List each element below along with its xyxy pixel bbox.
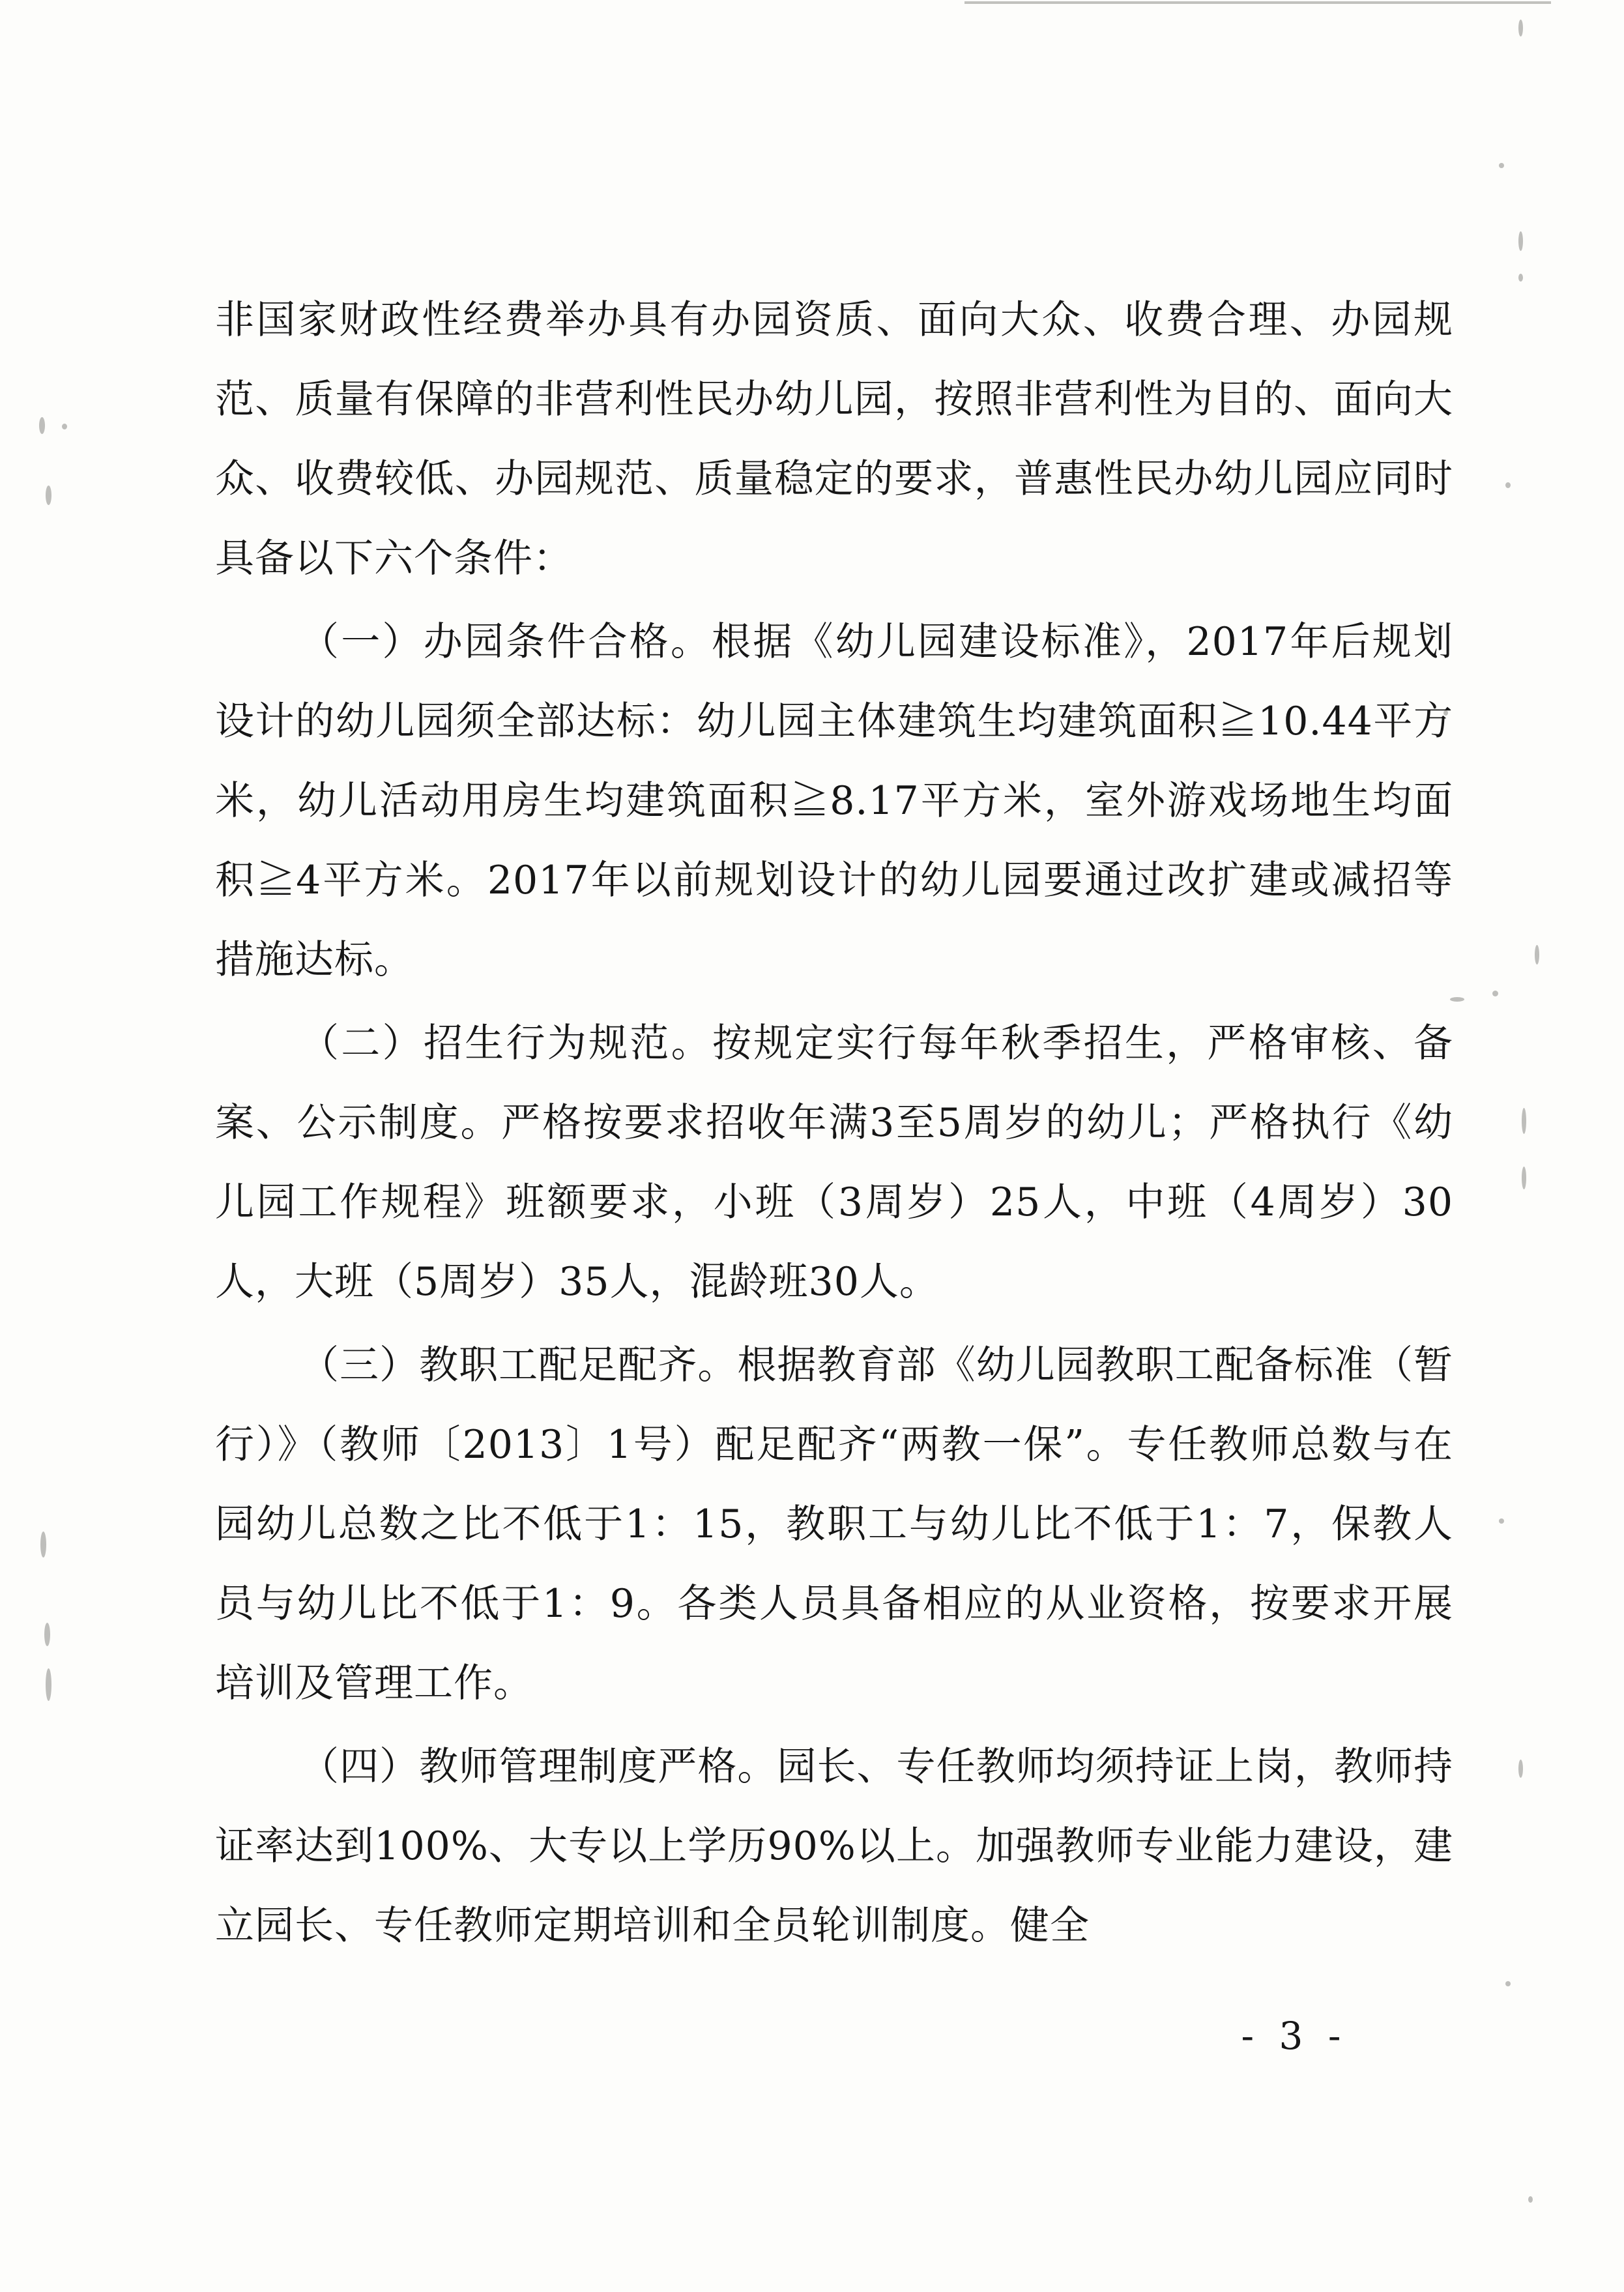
scan-speck: [1518, 231, 1523, 251]
scan-speck: [1535, 945, 1539, 965]
scan-speck: [1499, 1518, 1504, 1524]
scan-speck: [62, 424, 67, 429]
paragraph-item-4: （四）教师管理制度严格。园长、专任教师均须持证上岗，教师持证率达到100%、大专以上学历90%以上。加强教师专业能力建设，建立园长、专任教师定期培训和全员轮训制度。健全: [215, 1744, 1453, 1949]
paragraph-item-3: （三）教职工配足配齐。根据教育部《幼儿园教职工配备标准（暂行）》（教师〔2013〕1号）配足配齐“两教一保”。专任教师总数与在园幼儿总数之比不低于1：15，教职工与幼儿比不低于1：7，保教人员与幼儿比不低于1：9。各类人员具备相应的从业资格，按要求开展培训及管理工作。: [215, 1342, 1453, 1706]
scan-speck: [44, 1623, 50, 1646]
paragraph-intro: 非国家财政性经费举办具有办园资质、面向大众、收费合理、办园规范、质量有保障的非营利性民办幼儿园，按照非营利性为目的、面向大众、收费较低、办园规范、质量稳定的要求，普惠性民办幼儿园应同时具备以下六个条件：: [215, 297, 1453, 581]
scan-speck: [1522, 1108, 1526, 1134]
scan-speck: [40, 1531, 46, 1558]
scan-speck: [1518, 1760, 1523, 1778]
page-number: [0, 2014, 1624, 2058]
scan-speck: [1518, 274, 1523, 282]
paragraph-item-2: （二）招生行为规范。按规定实行每年秋季招生，严格审核、备案、公示制度。严格按要求招收年满3至5周岁的幼儿；严格执行《幼儿园工作规程》班额要求，小班（3周岁）25人，中班（4周岁）30人，大班（5周岁）35人，混龄班30人。: [215, 1021, 1453, 1305]
scan-speck: [1505, 1981, 1511, 1986]
scan-speck: [39, 417, 45, 434]
document-body: [215, 280, 1453, 1969]
scan-speck: [1505, 482, 1511, 488]
scan-speck: [1528, 2196, 1533, 2203]
scan-speck: [1518, 20, 1523, 36]
scan-speck: [1499, 163, 1504, 168]
scan-speck: [46, 486, 51, 505]
paragraph-item-1: （一）办园条件合格。根据《幼儿园建设标准》，2017年后规划设计的幼儿园须全部达标：幼儿园主体建筑生均建筑面积≧10.44平方米，幼儿活动用房生均建筑面积≧8.17平方米，室外游戏场地生均面积≧4平方米。2017年以前规划设计的幼儿园要通过改扩建或减招等措施达标。: [215, 619, 1453, 983]
scan-speck: [46, 1668, 51, 1701]
page-number-label: - 3 -: [1241, 2014, 1348, 2058]
scan-edge-mark-top: [964, 1, 1551, 4]
scan-speck: [1492, 991, 1498, 996]
scan-speck: [1522, 1167, 1526, 1189]
